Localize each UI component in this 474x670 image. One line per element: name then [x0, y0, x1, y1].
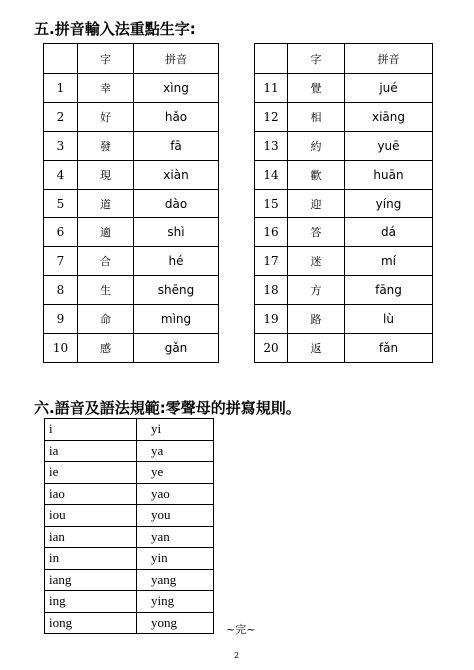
table-row: [44, 74, 219, 103]
page-number: 2: [234, 651, 240, 660]
header-number-cell: [255, 44, 288, 74]
row-char-cell: 道: [78, 189, 134, 218]
final-cell: iao: [45, 483, 137, 505]
row-char-cell: 現: [78, 160, 134, 189]
table-row: [44, 305, 219, 334]
table-row: [44, 131, 219, 160]
row-pinyin-cell: dá: [345, 218, 433, 247]
row-number-cell: 13: [255, 131, 288, 160]
final-cell: ian: [45, 526, 137, 548]
row-number-cell: 6: [44, 218, 78, 247]
table-row: [45, 612, 214, 634]
row-number-cell: 14: [255, 160, 288, 189]
header-char-cell: 字: [78, 44, 134, 74]
row-char-cell: 方: [288, 276, 345, 305]
row-pinyin-cell: shì: [134, 218, 219, 247]
final-cell: ia: [45, 440, 137, 462]
table-row: [255, 189, 433, 218]
spelling-cell: yong: [137, 612, 214, 634]
spelling-cell: yi: [137, 419, 214, 441]
row-number-cell: 1: [44, 74, 78, 103]
zero-initial-spelling-table: [44, 418, 214, 634]
spelling-cell: yin: [137, 548, 214, 570]
row-number-cell: 5: [44, 189, 78, 218]
row-pinyin-cell: yuē: [345, 131, 433, 160]
row-number-cell: 18: [255, 276, 288, 305]
row-number-cell: 12: [255, 102, 288, 131]
table-row: [255, 74, 433, 103]
table-row: [44, 189, 219, 218]
spelling-cell: yao: [137, 483, 214, 505]
row-number-cell: 8: [44, 276, 78, 305]
header-number-cell: [44, 44, 78, 74]
row-char-cell: 答: [288, 218, 345, 247]
row-pinyin-cell: fāng: [345, 276, 433, 305]
row-char-cell: 迷: [288, 247, 345, 276]
row-number-cell: 19: [255, 305, 288, 334]
table-row: [44, 218, 219, 247]
spelling-cell: yan: [137, 526, 214, 548]
row-pinyin-cell: fǎn: [345, 334, 433, 363]
table-header-row: [255, 44, 433, 74]
row-pinyin-cell: hé: [134, 247, 219, 276]
row-number-cell: 7: [44, 247, 78, 276]
row-pinyin-cell: xìng: [134, 74, 219, 103]
row-pinyin-cell: mìng: [134, 305, 219, 334]
table-row: [44, 276, 219, 305]
spelling-cell: you: [137, 505, 214, 527]
row-char-cell: 感: [78, 334, 134, 363]
final-cell: iong: [45, 612, 137, 634]
table-row: [45, 440, 214, 462]
section-6-title: 六.語音及語法規範:零聲母的拼寫規則。: [34, 399, 301, 417]
row-number-cell: 2: [44, 102, 78, 131]
vocab-table-left: [43, 43, 219, 363]
header-pinyin-cell: 拼音: [345, 44, 433, 74]
final-cell: i: [45, 419, 137, 441]
final-cell: ie: [45, 462, 137, 484]
table-header-row: [44, 44, 219, 74]
final-cell: iou: [45, 505, 137, 527]
row-char-cell: 好: [78, 102, 134, 131]
table-row: [255, 305, 433, 334]
final-cell: iang: [45, 569, 137, 591]
row-char-cell: 幸: [78, 74, 134, 103]
row-pinyin-cell: fā: [134, 131, 219, 160]
row-number-cell: 3: [44, 131, 78, 160]
table-row: [255, 276, 433, 305]
row-char-cell: 適: [78, 218, 134, 247]
table-row: [44, 334, 219, 363]
table-row: [45, 591, 214, 613]
row-number-cell: 4: [44, 160, 78, 189]
spelling-cell: yang: [137, 569, 214, 591]
table-row: [45, 548, 214, 570]
table-row: [255, 160, 433, 189]
row-number-cell: 10: [44, 334, 78, 363]
row-pinyin-cell: hǎo: [134, 102, 219, 131]
header-pinyin-cell: 拼音: [134, 44, 219, 74]
vocab-table-right: [254, 43, 433, 363]
header-char-cell: 字: [288, 44, 345, 74]
row-char-cell: 路: [288, 305, 345, 334]
table-row: [255, 218, 433, 247]
row-number-cell: 16: [255, 218, 288, 247]
row-number-cell: 15: [255, 189, 288, 218]
table-row: [45, 505, 214, 527]
row-char-cell: 命: [78, 305, 134, 334]
table-row: [255, 247, 433, 276]
table-row: [44, 102, 219, 131]
row-number-cell: 11: [255, 74, 288, 103]
row-char-cell: 歡: [288, 160, 345, 189]
row-char-cell: 約: [288, 131, 345, 160]
final-cell: in: [45, 548, 137, 570]
row-pinyin-cell: gǎn: [134, 334, 219, 363]
row-pinyin-cell: xiàn: [134, 160, 219, 189]
table-row: [45, 526, 214, 548]
row-char-cell: 發: [78, 131, 134, 160]
final-cell: ing: [45, 591, 137, 613]
spelling-cell: ya: [137, 440, 214, 462]
table-row: [45, 483, 214, 505]
spelling-cell: ye: [137, 462, 214, 484]
row-char-cell: 迎: [288, 189, 345, 218]
table-row: [45, 569, 214, 591]
row-pinyin-cell: yíng: [345, 189, 433, 218]
row-char-cell: 生: [78, 276, 134, 305]
row-pinyin-cell: jué: [345, 74, 433, 103]
row-char-cell: 合: [78, 247, 134, 276]
row-pinyin-cell: dào: [134, 189, 219, 218]
row-char-cell: 覺: [288, 74, 345, 103]
table-row: [44, 160, 219, 189]
table-row: [255, 102, 433, 131]
row-pinyin-cell: xiāng: [345, 102, 433, 131]
row-char-cell: 相: [288, 102, 345, 131]
table-row: [255, 131, 433, 160]
row-number-cell: 20: [255, 334, 288, 363]
section-5-title: 五.拼音輸入法重點生字:: [34, 20, 196, 38]
row-number-cell: 17: [255, 247, 288, 276]
row-pinyin-cell: mí: [345, 247, 433, 276]
table-row: [45, 419, 214, 441]
row-pinyin-cell: huān: [345, 160, 433, 189]
end-mark: ~完~: [226, 623, 256, 636]
spelling-cell: ying: [137, 591, 214, 613]
row-char-cell: 返: [288, 334, 345, 363]
row-pinyin-cell: lù: [345, 305, 433, 334]
row-pinyin-cell: shēng: [134, 276, 219, 305]
table-row: [255, 334, 433, 363]
table-row: [44, 247, 219, 276]
row-number-cell: 9: [44, 305, 78, 334]
table-row: [45, 462, 214, 484]
